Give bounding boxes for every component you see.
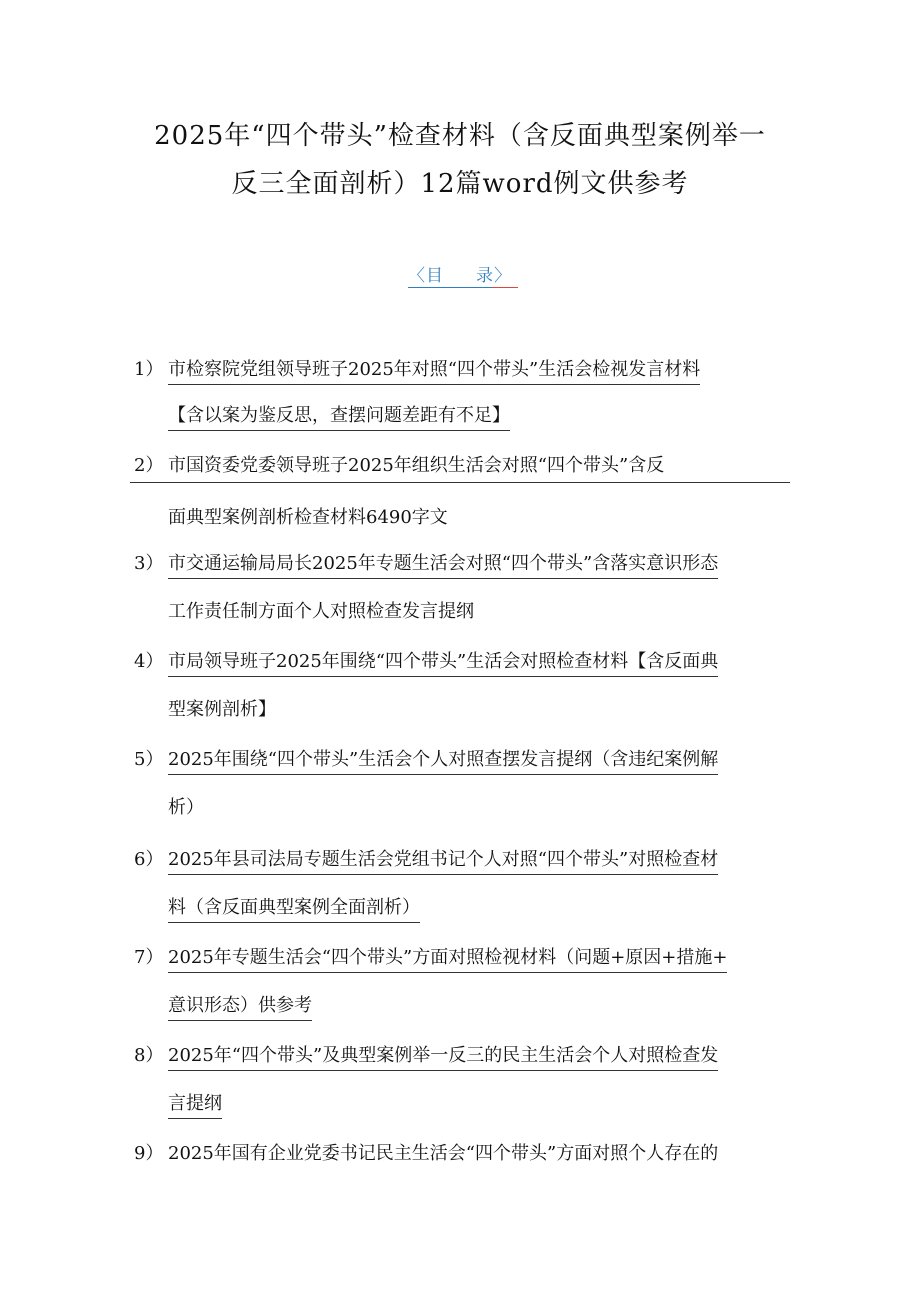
toc-link-line[interactable]: 面典型案例剖析检查材料6490字文	[168, 507, 448, 528]
toc-link-line[interactable]: 言提纲	[168, 1090, 222, 1119]
toc-number: 8）	[134, 1045, 164, 1066]
title-line-2: 反三全面剖析）12篇word例文供参考	[231, 169, 689, 199]
title-line-1: 2025年“四个带头”检查材料（含反面典型案例举一	[154, 121, 766, 151]
toc-link-line[interactable]: 2025年“四个带头”及典型案例举一反三的民主生活会个人对照检查发	[168, 1042, 718, 1071]
toc-number: 2）	[134, 455, 164, 476]
toc-link-line[interactable]: 市检察院党组领导班子2025年对照“四个带头”生活会检视发言材料	[168, 356, 700, 385]
toc-link-line[interactable]: 析）	[168, 797, 204, 818]
toc-heading-accent	[492, 287, 518, 288]
toc-link-line[interactable]: 工作责任制方面个人对照检查发言提纲	[168, 601, 474, 622]
toc-number: 6）	[134, 849, 164, 870]
toc-heading-open: 〈目	[408, 266, 444, 286]
toc-number: 3）	[134, 553, 164, 574]
toc-link-line[interactable]: 2025年专题生活会“四个带头”方面对照检视材料（问题+原因+措施+	[168, 944, 727, 973]
toc-link-line[interactable]: 2025年国有企业党委书记民主生活会“四个带头”方面对照个人存在的	[168, 1143, 719, 1164]
toc-link-line[interactable]: 市交通运输局局长2025年专题生活会对照“四个带头”含落实意识形态	[168, 550, 718, 579]
toc-link-line[interactable]: 市国资委党委领导班子2025年组织生活会对照“四个带头”含反	[168, 455, 665, 476]
toc-link-line[interactable]: 市局领导班子2025年围绕“四个带头”生活会对照检查材料【含反面典	[168, 648, 718, 677]
toc-number: 4）	[134, 651, 164, 672]
toc-number: 9）	[134, 1143, 164, 1164]
toc-link-line[interactable]: 意识形态）供参考	[168, 992, 312, 1021]
separator-rule	[130, 482, 790, 483]
toc-heading[interactable]	[408, 261, 512, 288]
toc-number: 5）	[134, 749, 164, 770]
toc-link-line[interactable]: 料（含反面典型案例全面剖析）	[168, 894, 420, 923]
document-title	[60, 112, 860, 208]
toc-link-line[interactable]: 2025年县司法局专题生活会党组书记个人对照“四个带头”对照检查材	[168, 846, 718, 875]
toc-number: 7）	[134, 947, 164, 968]
toc-link-line[interactable]: 【含以案为鉴反思，查摆问题差距有不足】	[168, 402, 510, 431]
toc-link-line[interactable]: 2025年围绕“四个带头”生活会个人对照查摆发言提纲（含违纪案例解	[168, 746, 718, 775]
toc-link-line[interactable]: 型案例剖析】	[168, 699, 276, 720]
toc-heading-close: 录〉	[476, 266, 512, 286]
toc-number: 1）	[134, 359, 164, 380]
